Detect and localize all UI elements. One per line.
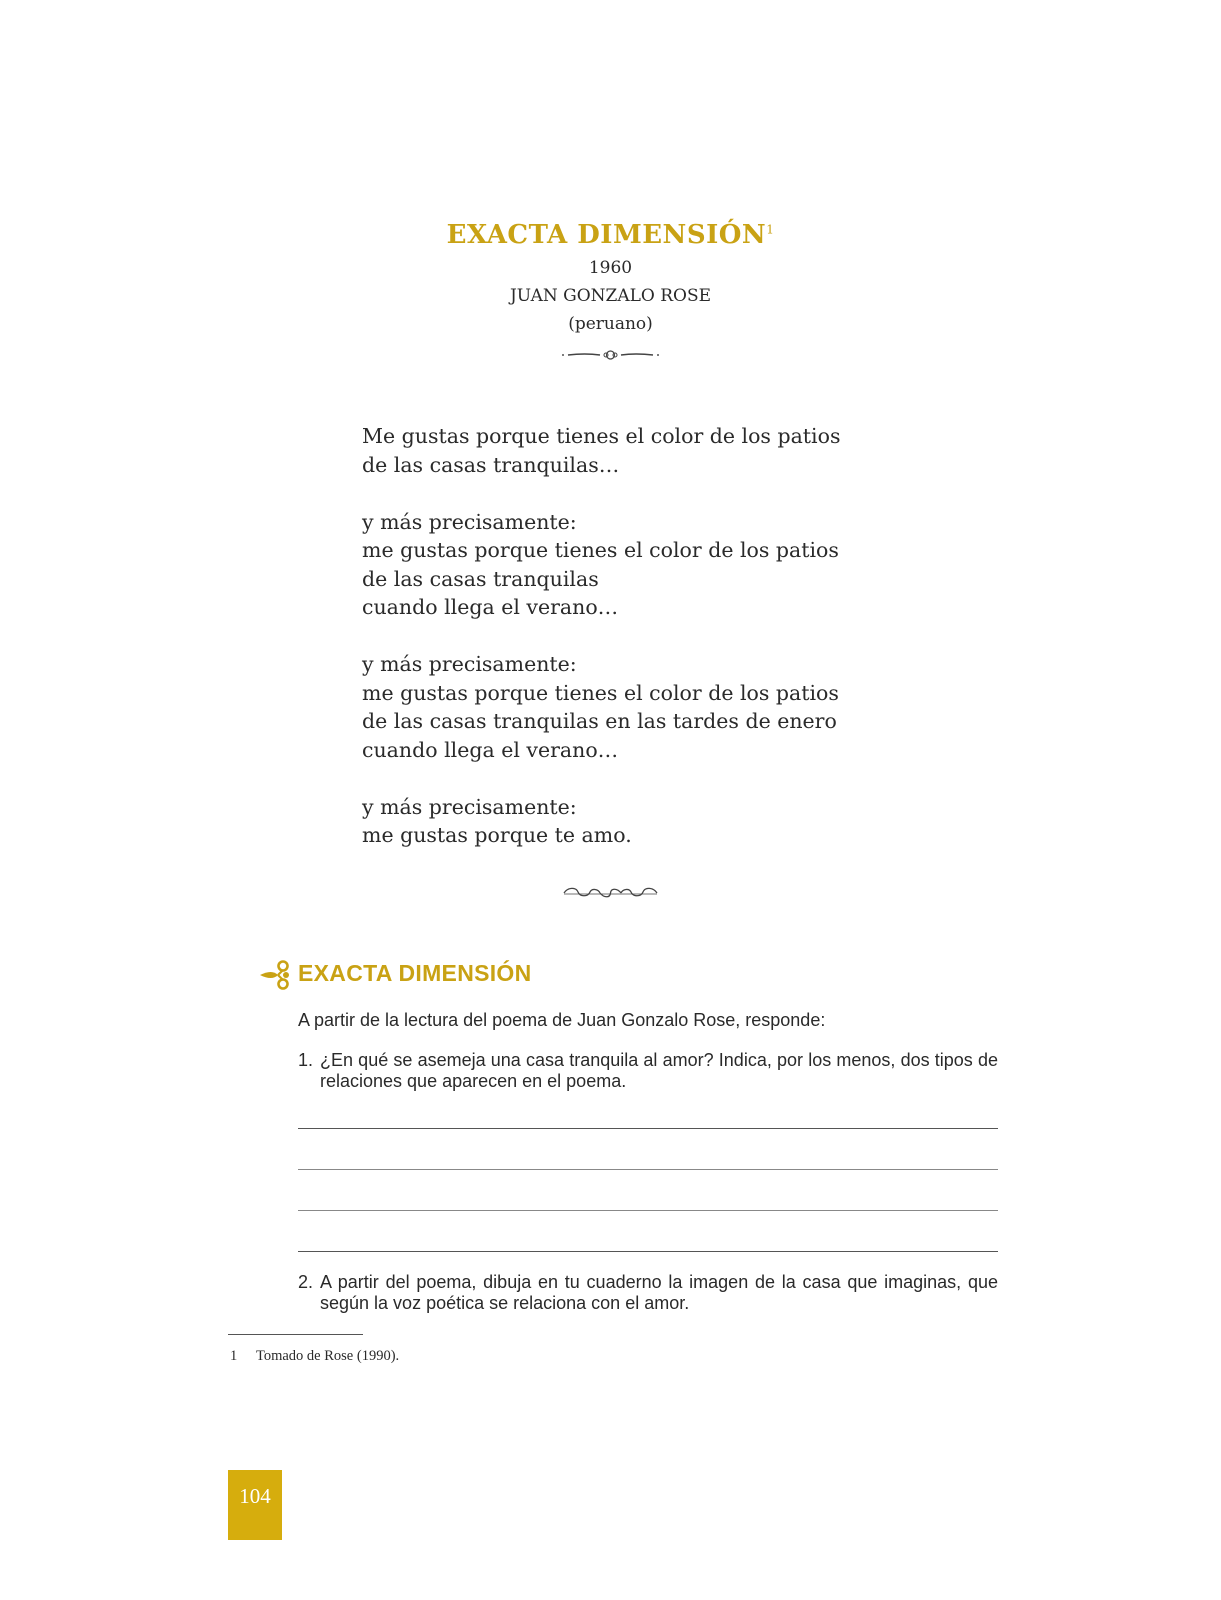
- answer-line[interactable]: [298, 1169, 998, 1170]
- poem-stanza: [362, 422, 922, 479]
- divider-ornament-icon: [560, 348, 661, 362]
- poem-line: cuando llega el verano…: [362, 595, 619, 619]
- question-text: ¿En qué se asemeja una casa tranquila al amor? Indica, por los menos, dos tipos de relaciones que aparecen en el poema.: [320, 1050, 998, 1091]
- poem-stanza: [362, 650, 922, 764]
- fleuron-icon: [258, 958, 292, 992]
- poem-stanza: [362, 508, 922, 622]
- footnote: [230, 1348, 399, 1365]
- poem-line: de las casas tranquilas: [362, 566, 599, 591]
- poem-author: JUAN GONZALO ROSE: [509, 286, 712, 306]
- footnote-text: Tomado de Rose (1990).: [256, 1348, 400, 1364]
- activity-intro: A partir de la lectura del poema de Juan Gonzalo Rose, responde:: [298, 1010, 826, 1030]
- question-2: [298, 1272, 998, 1314]
- answer-line[interactable]: [298, 1128, 998, 1129]
- poem-line: y más precisamente:: [362, 509, 577, 534]
- poem-line: me gustas porque tienes el color de los patios: [362, 538, 839, 562]
- question-number: 2.: [298, 1272, 314, 1292]
- poem-line: me gustas porque tienes el color de los patios: [362, 680, 839, 705]
- poem-line: me gustas porque te amo.: [362, 823, 632, 847]
- footnote-divider: [228, 1334, 363, 1335]
- poem-stanza: [362, 793, 922, 850]
- poem-author-nationality: (peruano): [568, 314, 653, 334]
- poem-title: [0, 220, 1221, 250]
- page-number-box: [228, 1470, 282, 1540]
- poem-line: Me gustas porque tienes el color de los patios: [362, 424, 841, 448]
- flourish-divider-icon: [560, 886, 661, 900]
- question-1: [298, 1050, 998, 1092]
- answer-line[interactable]: [298, 1210, 998, 1211]
- poem-line: y más precisamente:: [362, 794, 577, 819]
- poem-line: y más precisamente:: [362, 652, 577, 676]
- poem-line: de las casas tranquilas en las tardes de enero: [362, 709, 837, 733]
- poem-line: cuando llega el verano…: [362, 737, 619, 762]
- page-number: 104: [239, 1484, 271, 1508]
- poem-line: de las casas tranquilas…: [362, 452, 620, 477]
- poem-year: 1960: [588, 258, 633, 278]
- question-number: 1.: [298, 1050, 314, 1070]
- poem-title-text: EXACTA DIMENSIÓN: [446, 220, 767, 250]
- answer-line[interactable]: [298, 1251, 998, 1252]
- poem-body: [362, 422, 922, 878]
- footnote-reference: 1: [766, 222, 775, 237]
- activity-title: EXACTA DIMENSIÓN: [298, 960, 532, 986]
- question-text: A partir del poema, dibuja en tu cuaderno la imagen de la casa que imaginas, que según la voz poética se relaciona con el amor.: [320, 1272, 998, 1313]
- footnote-number: 1: [230, 1348, 238, 1364]
